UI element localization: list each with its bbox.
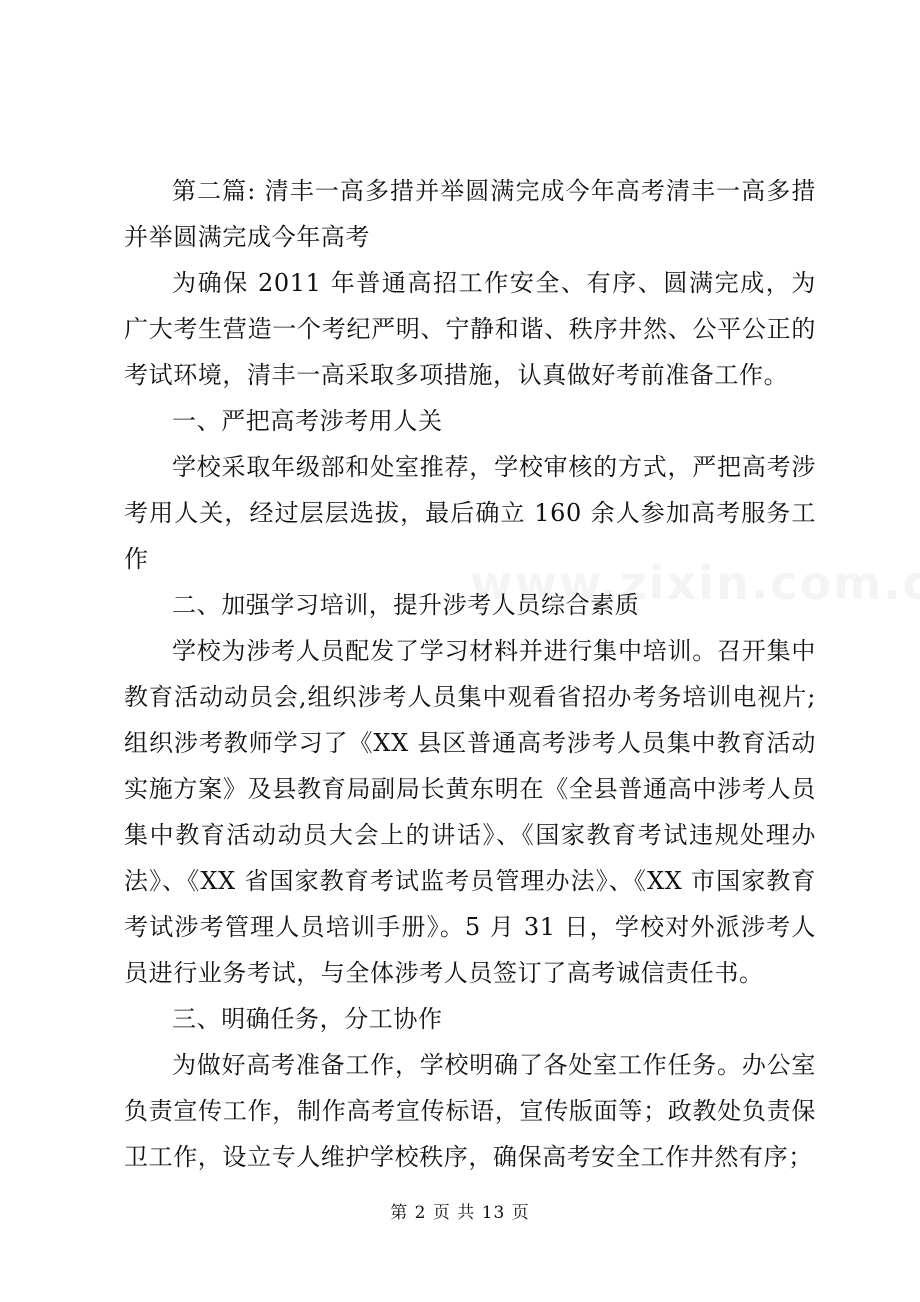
paragraph-intro: 为确保 2011 年普通高招工作安全、有序、圆满完成，为广大考生营造一个考纪严明、宁静和谐、秩序井然、公平公正的考试环境，清丰一高采取多项措施，认真做好考前准备工作。	[124, 269, 816, 389]
paragraph-section-2: 学校为涉考人员配发了学习材料并进行集中培训。召开集中教育活动动员会,组织涉考人员集中观看省招办考务培训电视片;组织涉考教师学习了《XX 县区普通高考涉考人员集中教育活动实施方案》及县教育局副局长黄东明在《全县普通高中涉考人员集中教育活动动员大会上的讲话》、《国家教育考试违规处理办法》、《XX 省国家教育考试监考员管理办法》、《XX 市国家教育考试涉考管理人员培训手册》。5 月 31 日，学校对外派涉考人员进行业务考试，与全体涉考人员签订了高考诚信责任书。	[124, 637, 816, 987]
document-title: 第二篇: 清丰一高多措并举圆满完成今年高考清丰一高多措并举圆满完成今年高考	[124, 177, 816, 251]
section-heading-3: 三、明确任务，分工协作	[172, 1005, 443, 1033]
paragraph-section-1: 学校采取年级部和处室推荐，学校审核的方式，严把高考涉考用人关，经过层层选拔，最后确立 160 余人参加高考服务工作	[124, 453, 816, 573]
section-heading-2: 二、加强学习培训，提升涉考人员综合素质	[172, 591, 640, 619]
page-number-footer: 第 2 页 共 13 页	[390, 1203, 530, 1223]
section-heading-1: 一、严把高考涉考用人关	[172, 407, 443, 435]
document-body	[124, 168, 816, 1180]
paragraph-section-3: 为做好高考准备工作，学校明确了各处室工作任务。办公室负责宣传工作，制作高考宣传标语，宣传版面等；政教处负责保卫工作，设立专人维护学校秩序，确保高考安全工作井然有序；	[124, 1051, 816, 1171]
